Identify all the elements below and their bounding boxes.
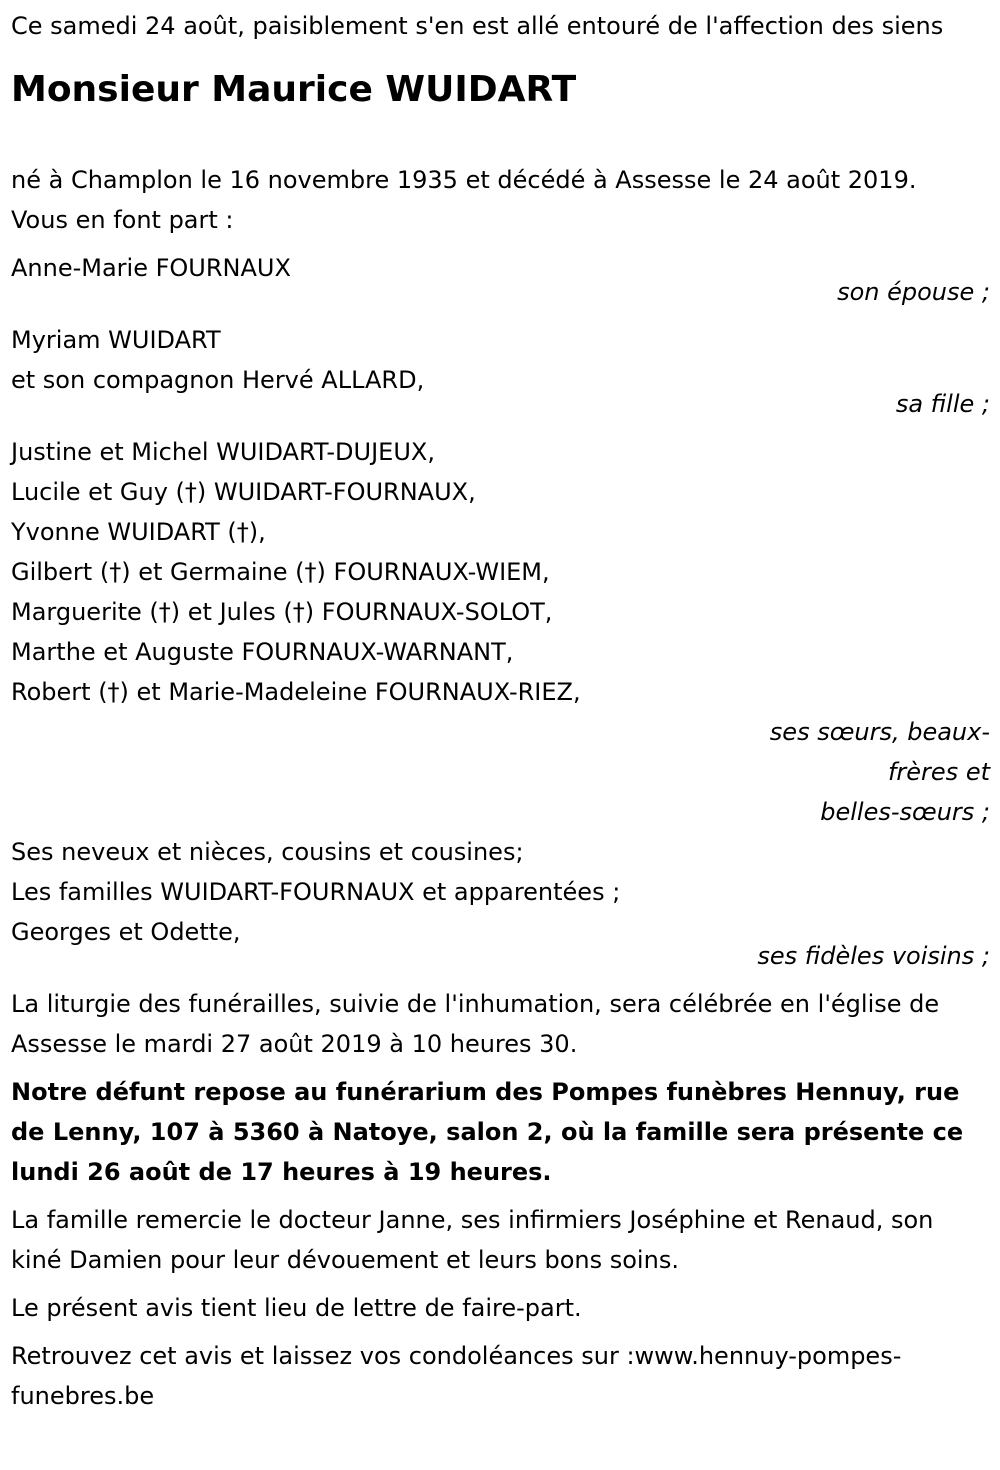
family-name: Justine et Michel WUIDART-DUJEUX, — [11, 438, 435, 466]
family-group-spouse — [11, 248, 990, 312]
family-name: et son compagnon Hervé ALLARD, — [11, 366, 425, 394]
relation-label: sa fille ; — [895, 390, 990, 418]
family-name: Marthe et Auguste FOURNAUX-WARNANT, — [11, 638, 514, 666]
notice-text: Le présent avis tient lieu de lettre de faire-part. — [11, 1294, 582, 1322]
deceased-name: Monsieur Maurice WUIDART — [11, 69, 577, 110]
intro-text: Ce samedi 24 août, paisiblement s'en est allé entouré de l'affection des siens — [11, 12, 944, 40]
family-name: Lucile et Guy (†) WUIDART-FOURNAUX, — [11, 478, 476, 506]
family-name: Anne-Marie FOURNAUX — [11, 254, 291, 282]
family-name: Yvonne WUIDART (†), — [11, 518, 266, 546]
family-name: Myriam WUIDART — [11, 326, 221, 354]
family-name: Gilbert (†) et Germaine (†) FOURNAUX-WIEM, — [11, 558, 550, 586]
family-name: Ses neveux et nièces, cousins et cousines; — [11, 838, 524, 866]
relation-label: belles-sœurs ; — [820, 798, 990, 826]
family-group-others — [11, 832, 990, 976]
family-group-siblings — [11, 432, 990, 832]
relation-label: son épouse ; — [837, 278, 990, 306]
announce-text: Vous en font part : — [11, 206, 234, 234]
relation-label: ses sœurs, beaux- — [769, 718, 990, 746]
website-text: Retrouvez cet avis et laissez vos condoléances sur :www.hennuy-pompes-funebres.be — [11, 1342, 902, 1410]
family-group-daughter — [11, 320, 990, 424]
family-name: Georges et Odette, — [11, 918, 241, 946]
family-name: Les familles WUIDART-FOURNAUX et apparentées ; — [11, 878, 621, 906]
relation-label: ses fidèles voisins ; — [757, 942, 990, 970]
thanks-text: La famille remercie le docteur Janne, ses infirmiers Joséphine et Renaud, son kiné Damien pour leur dévouement et leurs bons soins. — [11, 1206, 934, 1274]
birth-death-text: né à Champlon le 16 novembre 1935 et décédé à Assesse le 24 août 2019. — [11, 166, 917, 194]
relation-label: frères et — [887, 758, 990, 786]
family-name: Marguerite (†) et Jules (†) FOURNAUX-SOLOT, — [11, 598, 553, 626]
family-name: Robert (†) et Marie-Madeleine FOURNAUX-RIEZ, — [11, 678, 581, 706]
repose-text: Notre défunt repose au funérarium des Pompes funèbres Hennuy, rue de Lenny, 107 à 5360 à Natoye, salon 2, où la famille sera présente ce lundi 26 août de 17 heures à 19 heures. — [11, 1078, 964, 1186]
liturgy-text: La liturgie des funérailles, suivie de l'inhumation, sera célébrée en l'église de Assesse le mardi 27 août 2019 à 10 heures 30. — [11, 990, 940, 1058]
